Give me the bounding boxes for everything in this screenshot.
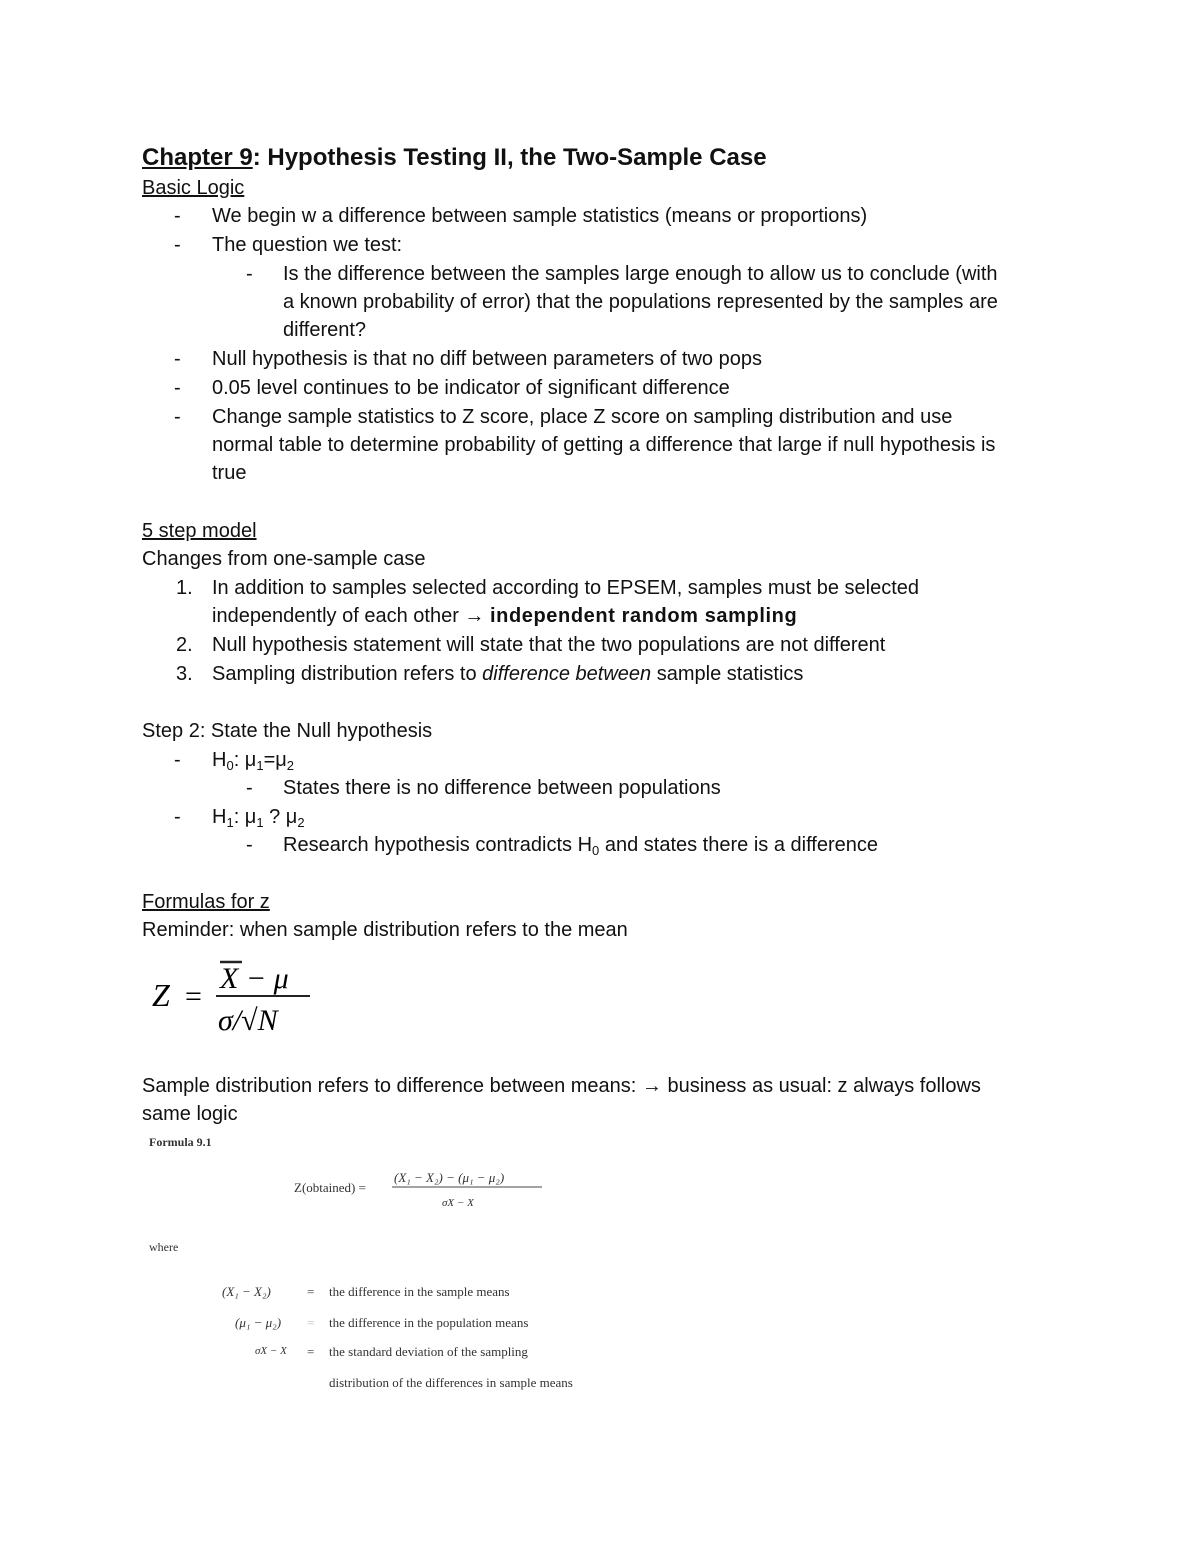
basic-logic-sub-1-line-3: different?	[283, 319, 367, 341]
def-row-2-symbol: (μ₁ − μ₂)	[235, 1315, 282, 1330]
def-row-1-symbol: (X₁ − X₂)	[222, 1284, 271, 1299]
diff-line-1: Sample distribution refers to difference between means: → business as usual: z always follows	[142, 1075, 981, 1097]
h1-statement: $H_1$: $\mu_1$ ? $\mu_2$	[212, 806, 305, 830]
formulas-reminder: Reminder: when sample distribution refers to the mean	[142, 919, 628, 941]
sub-bullet-dash: -	[246, 777, 253, 799]
formula-denominator: σX − X	[442, 1197, 474, 1209]
h1-description: Research hypothesis contradicts $H_0$ and states there is a difference	[283, 834, 878, 858]
item-3-text-a: Sampling distribution refers to	[212, 663, 483, 685]
z-formula-denominator: σ/√N	[218, 1004, 278, 1037]
five-step-item-1-line-1: In addition to samples selected according to EPSEM, samples must be selected	[212, 577, 920, 599]
list-number-3: 3.	[176, 663, 193, 685]
five-step-intro: Changes from one-sample case	[142, 548, 426, 570]
formulas-heading: Formulas for z	[142, 891, 270, 913]
formula-9-1	[290, 1162, 560, 1214]
formula-9-1-label: Formula 9.1	[149, 1135, 212, 1149]
title-rest: : Hypothesis Testing II, the Two-Sample Case	[252, 144, 767, 171]
h0-statement: $H_0$: $\mu_1=\mu_2$	[212, 749, 294, 773]
five-step-item-1-line-2	[212, 602, 797, 630]
bullet-dash: -	[174, 406, 181, 428]
five-step-item-3	[212, 660, 803, 688]
item-1-bold: independent random sampling	[489, 605, 798, 627]
h0-description: States there is no difference between populations	[283, 777, 721, 799]
z-formula	[140, 950, 340, 1040]
basic-logic-bullet-5-line-1: Change sample statistics to Z score, place Z score on sampling distribution and use	[212, 406, 953, 428]
def-row-3-equals: =	[307, 1344, 315, 1359]
basic-logic-bullet-4: 0.05 level continues to be indicator of significant difference	[212, 377, 730, 399]
basic-logic-bullet-2: The question we test:	[212, 234, 403, 256]
basic-logic-bullet-5-line-2: normal table to determine probability of getting a difference that large if null hypothesis is	[212, 434, 996, 456]
sub-bullet-dash: -	[246, 263, 253, 285]
z-formula-numerator: X − μ	[220, 962, 289, 995]
sub-bullet-dash: -	[246, 834, 253, 856]
five-step-heading: 5 step model	[142, 520, 257, 542]
diff-line-2: same logic	[142, 1103, 238, 1125]
def-row-1-equals: =	[307, 1284, 315, 1299]
bullet-dash: -	[174, 234, 181, 256]
formula-where: where	[149, 1240, 179, 1254]
formula-left: Z(obtained) =	[294, 1180, 366, 1195]
basic-logic-bullet-5-line-3: true	[212, 462, 247, 484]
five-step-item-2: Null hypothesis statement will state that the two populations are not different	[212, 634, 886, 656]
def-row-1-desc: the difference in the sample means	[329, 1284, 510, 1299]
def-row-3-desc: the standard deviation of the sampling	[329, 1344, 528, 1359]
list-number-1: 1.	[176, 577, 193, 599]
def-row-2-desc: the difference in the population means	[329, 1315, 529, 1330]
item-3-text-c: sample statistics	[651, 663, 804, 685]
bullet-dash: -	[174, 806, 181, 828]
bullet-dash: -	[174, 348, 181, 370]
bullet-dash: -	[174, 377, 181, 399]
basic-logic-heading: Basic Logic	[142, 177, 245, 199]
item-3-italic: difference between	[482, 663, 652, 685]
def-row-3-desc-cont: distribution of the differences in sample means	[329, 1375, 573, 1390]
formula-numerator: (X₁ − X₂) − (μ₁ − μ₂)	[394, 1170, 505, 1185]
page-title	[142, 142, 767, 174]
title-chapter: Chapter 9	[142, 144, 253, 171]
def-row-2-equals: =	[307, 1315, 315, 1330]
bullet-dash: -	[174, 749, 181, 771]
def-row-3-symbol: σX − X	[255, 1345, 287, 1357]
basic-logic-bullet-1: We begin w a difference between sample statistics (means or proportions)	[212, 205, 868, 227]
bullet-dash: -	[174, 205, 181, 227]
step2-heading: Step 2: State the Null hypothesis	[142, 720, 433, 742]
basic-logic-bullet-3: Null hypothesis is that no diff between parameters of two pops	[212, 348, 762, 370]
basic-logic-sub-1-line-2: a known probability of error) that the populations represented by the samples are	[283, 291, 998, 313]
item-1-text: independently of each other →	[212, 605, 490, 627]
z-formula-equals: =	[185, 980, 202, 1013]
z-formula-z: Z	[152, 977, 170, 1013]
basic-logic-sub-1-line-1: Is the difference between the samples large enough to allow us to conclude (with	[283, 263, 998, 285]
list-number-2: 2.	[176, 634, 193, 656]
